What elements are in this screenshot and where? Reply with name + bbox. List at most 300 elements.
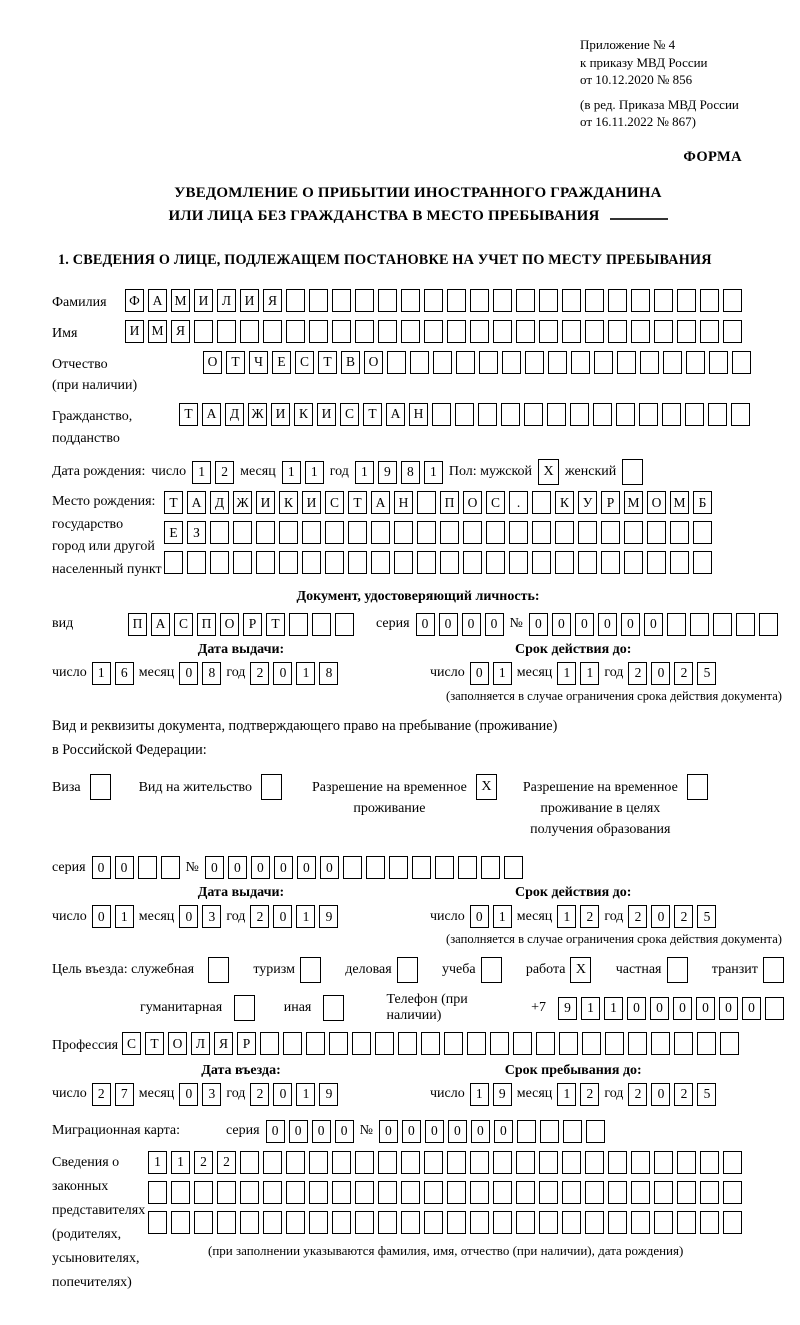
- char-cell[interactable]: А: [371, 491, 390, 514]
- char-cell[interactable]: [309, 1151, 328, 1174]
- char-cell[interactable]: [654, 1151, 673, 1174]
- char-cell[interactable]: [210, 551, 229, 574]
- char-cell[interactable]: [412, 856, 431, 879]
- char-cell[interactable]: [332, 1211, 351, 1234]
- char-cell[interactable]: 0: [651, 662, 670, 685]
- char-cell[interactable]: В: [341, 351, 360, 374]
- residence-checkbox[interactable]: [261, 774, 282, 800]
- char-cell[interactable]: Д: [225, 403, 244, 426]
- char-cell[interactable]: [260, 1032, 279, 1055]
- char-cell[interactable]: 0: [273, 662, 292, 685]
- char-cell[interactable]: [516, 1211, 535, 1234]
- char-cell[interactable]: [617, 351, 636, 374]
- char-cell[interactable]: [410, 351, 429, 374]
- char-cell[interactable]: 1: [192, 461, 211, 484]
- char-cell[interactable]: [286, 1151, 305, 1174]
- char-cell[interactable]: [562, 1151, 581, 1174]
- edu-permit-checkbox[interactable]: [687, 774, 708, 800]
- char-cell[interactable]: 3: [202, 1083, 221, 1106]
- char-cell[interactable]: 0: [273, 905, 292, 928]
- purpose-business-checkbox[interactable]: [397, 957, 418, 983]
- char-cell[interactable]: [759, 613, 778, 636]
- char-cell[interactable]: [421, 1032, 440, 1055]
- char-cell[interactable]: 1: [148, 1151, 167, 1174]
- char-cell[interactable]: [286, 320, 305, 343]
- char-cell[interactable]: [593, 403, 612, 426]
- char-cell[interactable]: 2: [215, 461, 234, 484]
- char-cell[interactable]: [562, 320, 581, 343]
- char-cell[interactable]: [605, 1032, 624, 1055]
- char-cell[interactable]: [435, 856, 454, 879]
- char-cell[interactable]: [217, 1181, 236, 1204]
- char-cell[interactable]: [325, 551, 344, 574]
- char-cell[interactable]: [233, 521, 252, 544]
- char-cell[interactable]: [709, 351, 728, 374]
- char-cell[interactable]: [578, 551, 597, 574]
- char-cell[interactable]: [417, 551, 436, 574]
- char-cell[interactable]: [486, 521, 505, 544]
- char-cell[interactable]: [470, 1211, 489, 1234]
- char-cell[interactable]: 0: [205, 856, 224, 879]
- char-cell[interactable]: О: [220, 613, 239, 636]
- char-cell[interactable]: Р: [237, 1032, 256, 1055]
- char-cell[interactable]: [631, 1211, 650, 1234]
- char-cell[interactable]: 0: [115, 856, 134, 879]
- char-cell[interactable]: [217, 320, 236, 343]
- char-cell[interactable]: [171, 1181, 190, 1204]
- char-cell[interactable]: 2: [217, 1151, 236, 1174]
- char-cell[interactable]: [674, 1032, 693, 1055]
- char-cell[interactable]: [670, 521, 689, 544]
- char-cell[interactable]: 0: [696, 997, 715, 1020]
- char-cell[interactable]: [547, 403, 566, 426]
- char-cell[interactable]: [493, 320, 512, 343]
- char-cell[interactable]: О: [168, 1032, 187, 1055]
- char-cell[interactable]: Т: [226, 351, 245, 374]
- char-cell[interactable]: [540, 1120, 559, 1143]
- char-cell[interactable]: Е: [272, 351, 291, 374]
- char-cell[interactable]: 0: [627, 997, 646, 1020]
- char-cell[interactable]: [723, 1181, 742, 1204]
- char-cell[interactable]: [467, 1032, 486, 1055]
- char-cell[interactable]: 1: [493, 662, 512, 685]
- char-cell[interactable]: [555, 551, 574, 574]
- char-cell[interactable]: [685, 403, 704, 426]
- char-cell[interactable]: 2: [580, 905, 599, 928]
- char-cell[interactable]: Л: [217, 289, 236, 312]
- char-cell[interactable]: [289, 613, 308, 636]
- char-cell[interactable]: [624, 521, 643, 544]
- char-cell[interactable]: И: [125, 320, 144, 343]
- char-cell[interactable]: [378, 289, 397, 312]
- char-cell[interactable]: 5: [697, 905, 716, 928]
- char-cell[interactable]: [378, 1151, 397, 1174]
- char-cell[interactable]: [302, 551, 321, 574]
- char-cell[interactable]: [563, 1120, 582, 1143]
- char-cell[interactable]: 0: [273, 1083, 292, 1106]
- char-cell[interactable]: П: [128, 613, 147, 636]
- char-cell[interactable]: 0: [552, 613, 571, 636]
- char-cell[interactable]: [447, 1211, 466, 1234]
- char-cell[interactable]: [631, 1181, 650, 1204]
- char-cell[interactable]: [240, 1151, 259, 1174]
- char-cell[interactable]: [187, 551, 206, 574]
- char-cell[interactable]: [240, 1211, 259, 1234]
- char-cell[interactable]: [723, 320, 742, 343]
- char-cell[interactable]: [263, 320, 282, 343]
- purpose-tourism-checkbox[interactable]: [300, 957, 321, 983]
- char-cell[interactable]: [713, 613, 732, 636]
- char-cell[interactable]: [509, 521, 528, 544]
- char-cell[interactable]: [444, 1032, 463, 1055]
- char-cell[interactable]: Б: [693, 491, 712, 514]
- char-cell[interactable]: [171, 1211, 190, 1234]
- char-cell[interactable]: [513, 1032, 532, 1055]
- char-cell[interactable]: [490, 1032, 509, 1055]
- char-cell[interactable]: [539, 1181, 558, 1204]
- char-cell[interactable]: [486, 551, 505, 574]
- char-cell[interactable]: [555, 521, 574, 544]
- char-cell[interactable]: 0: [439, 613, 458, 636]
- char-cell[interactable]: Т: [145, 1032, 164, 1055]
- char-cell[interactable]: Ж: [233, 491, 252, 514]
- char-cell[interactable]: 0: [289, 1120, 308, 1143]
- purpose-work-checkbox[interactable]: X: [570, 957, 591, 983]
- char-cell[interactable]: [493, 1211, 512, 1234]
- char-cell[interactable]: [302, 521, 321, 544]
- char-cell[interactable]: [516, 289, 535, 312]
- char-cell[interactable]: [493, 289, 512, 312]
- char-cell[interactable]: И: [317, 403, 336, 426]
- char-cell[interactable]: [355, 1151, 374, 1174]
- char-cell[interactable]: 0: [320, 856, 339, 879]
- char-cell[interactable]: [693, 521, 712, 544]
- char-cell[interactable]: 0: [416, 613, 435, 636]
- char-cell[interactable]: А: [202, 403, 221, 426]
- char-cell[interactable]: П: [197, 613, 216, 636]
- char-cell[interactable]: У: [578, 491, 597, 514]
- char-cell[interactable]: [608, 289, 627, 312]
- char-cell[interactable]: [765, 997, 784, 1020]
- char-cell[interactable]: 0: [92, 905, 111, 928]
- char-cell[interactable]: М: [148, 320, 167, 343]
- char-cell[interactable]: [532, 521, 551, 544]
- char-cell[interactable]: [654, 289, 673, 312]
- char-cell[interactable]: [424, 289, 443, 312]
- char-cell[interactable]: [700, 289, 719, 312]
- char-cell[interactable]: 0: [312, 1120, 331, 1143]
- char-cell[interactable]: [447, 1151, 466, 1174]
- char-cell[interactable]: [562, 1181, 581, 1204]
- char-cell[interactable]: [194, 320, 213, 343]
- char-cell[interactable]: 0: [251, 856, 270, 879]
- char-cell[interactable]: [332, 1181, 351, 1204]
- char-cell[interactable]: [516, 320, 535, 343]
- char-cell[interactable]: [194, 1181, 213, 1204]
- char-cell[interactable]: 0: [644, 613, 663, 636]
- char-cell[interactable]: [240, 1181, 259, 1204]
- char-cell[interactable]: [263, 1181, 282, 1204]
- char-cell[interactable]: [536, 1032, 555, 1055]
- char-cell[interactable]: Н: [394, 491, 413, 514]
- char-cell[interactable]: [677, 320, 696, 343]
- char-cell[interactable]: [493, 1151, 512, 1174]
- char-cell[interactable]: [387, 351, 406, 374]
- char-cell[interactable]: [256, 521, 275, 544]
- char-cell[interactable]: [502, 351, 521, 374]
- char-cell[interactable]: [355, 1181, 374, 1204]
- char-cell[interactable]: [732, 351, 751, 374]
- char-cell[interactable]: 9: [558, 997, 577, 1020]
- char-cell[interactable]: [509, 551, 528, 574]
- char-cell[interactable]: [539, 1151, 558, 1174]
- char-cell[interactable]: [708, 403, 727, 426]
- char-cell[interactable]: 2: [628, 662, 647, 685]
- char-cell[interactable]: [463, 521, 482, 544]
- char-cell[interactable]: Я: [214, 1032, 233, 1055]
- char-cell[interactable]: 5: [697, 1083, 716, 1106]
- char-cell[interactable]: 1: [581, 997, 600, 1020]
- char-cell[interactable]: 1: [557, 662, 576, 685]
- char-cell[interactable]: [394, 551, 413, 574]
- char-cell[interactable]: [401, 1181, 420, 1204]
- char-cell[interactable]: Т: [348, 491, 367, 514]
- char-cell[interactable]: 1: [282, 461, 301, 484]
- char-cell[interactable]: 2: [628, 905, 647, 928]
- char-cell[interactable]: 1: [604, 997, 623, 1020]
- char-cell[interactable]: [690, 613, 709, 636]
- char-cell[interactable]: А: [148, 289, 167, 312]
- char-cell[interactable]: [470, 320, 489, 343]
- char-cell[interactable]: [401, 1211, 420, 1234]
- char-cell[interactable]: Т: [318, 351, 337, 374]
- char-cell[interactable]: [481, 856, 500, 879]
- char-cell[interactable]: [608, 1181, 627, 1204]
- char-cell[interactable]: [424, 320, 443, 343]
- char-cell[interactable]: [677, 1151, 696, 1174]
- char-cell[interactable]: 2: [674, 1083, 693, 1106]
- char-cell[interactable]: Т: [363, 403, 382, 426]
- char-cell[interactable]: 1: [296, 662, 315, 685]
- char-cell[interactable]: [329, 1032, 348, 1055]
- char-cell[interactable]: [375, 1032, 394, 1055]
- char-cell[interactable]: [148, 1211, 167, 1234]
- char-cell[interactable]: Ч: [249, 351, 268, 374]
- char-cell[interactable]: Р: [601, 491, 620, 514]
- purpose-study-checkbox[interactable]: [481, 957, 502, 983]
- char-cell[interactable]: 1: [493, 905, 512, 928]
- char-cell[interactable]: [525, 351, 544, 374]
- char-cell[interactable]: П: [440, 491, 459, 514]
- char-cell[interactable]: [478, 403, 497, 426]
- char-cell[interactable]: 8: [319, 662, 338, 685]
- char-cell[interactable]: [306, 1032, 325, 1055]
- char-cell[interactable]: 0: [462, 613, 481, 636]
- char-cell[interactable]: 6: [115, 662, 134, 685]
- char-cell[interactable]: [663, 351, 682, 374]
- char-cell[interactable]: [585, 320, 604, 343]
- char-cell[interactable]: 2: [250, 1083, 269, 1106]
- char-cell[interactable]: [279, 521, 298, 544]
- char-cell[interactable]: 0: [719, 997, 738, 1020]
- char-cell[interactable]: [312, 613, 331, 636]
- char-cell[interactable]: [309, 289, 328, 312]
- char-cell[interactable]: [524, 403, 543, 426]
- char-cell[interactable]: [624, 551, 643, 574]
- char-cell[interactable]: 0: [179, 662, 198, 685]
- char-cell[interactable]: [686, 351, 705, 374]
- char-cell[interactable]: 0: [425, 1120, 444, 1143]
- char-cell[interactable]: [532, 491, 551, 514]
- char-cell[interactable]: 0: [448, 1120, 467, 1143]
- char-cell[interactable]: А: [386, 403, 405, 426]
- char-cell[interactable]: 0: [297, 856, 316, 879]
- char-cell[interactable]: 0: [470, 662, 489, 685]
- char-cell[interactable]: [394, 521, 413, 544]
- char-cell[interactable]: [736, 613, 755, 636]
- char-cell[interactable]: [562, 289, 581, 312]
- char-cell[interactable]: [700, 1181, 719, 1204]
- char-cell[interactable]: [447, 320, 466, 343]
- char-cell[interactable]: [417, 491, 436, 514]
- char-cell[interactable]: 1: [424, 461, 443, 484]
- char-cell[interactable]: [286, 1181, 305, 1204]
- char-cell[interactable]: 0: [485, 613, 504, 636]
- char-cell[interactable]: [398, 1032, 417, 1055]
- char-cell[interactable]: [667, 613, 686, 636]
- char-cell[interactable]: И: [194, 289, 213, 312]
- char-cell[interactable]: [662, 403, 681, 426]
- char-cell[interactable]: 0: [228, 856, 247, 879]
- char-cell[interactable]: [562, 1211, 581, 1234]
- char-cell[interactable]: [378, 1211, 397, 1234]
- char-cell[interactable]: [325, 521, 344, 544]
- char-cell[interactable]: [585, 1211, 604, 1234]
- char-cell[interactable]: 1: [296, 905, 315, 928]
- char-cell[interactable]: [463, 551, 482, 574]
- visa-checkbox[interactable]: [90, 774, 111, 800]
- char-cell[interactable]: [279, 551, 298, 574]
- char-cell[interactable]: С: [325, 491, 344, 514]
- char-cell[interactable]: 2: [194, 1151, 213, 1174]
- char-cell[interactable]: [585, 1151, 604, 1174]
- char-cell[interactable]: 1: [557, 905, 576, 928]
- char-cell[interactable]: [161, 856, 180, 879]
- purpose-transit-checkbox[interactable]: [763, 957, 784, 983]
- char-cell[interactable]: [348, 551, 367, 574]
- char-cell[interactable]: [164, 551, 183, 574]
- char-cell[interactable]: С: [340, 403, 359, 426]
- char-cell[interactable]: [148, 1181, 167, 1204]
- char-cell[interactable]: [639, 403, 658, 426]
- char-cell[interactable]: [677, 1181, 696, 1204]
- char-cell[interactable]: 8: [401, 461, 420, 484]
- char-cell[interactable]: К: [294, 403, 313, 426]
- char-cell[interactable]: [677, 1211, 696, 1234]
- char-cell[interactable]: 1: [557, 1083, 576, 1106]
- char-cell[interactable]: [517, 1120, 536, 1143]
- char-cell[interactable]: И: [271, 403, 290, 426]
- char-cell[interactable]: [516, 1181, 535, 1204]
- char-cell[interactable]: [516, 1151, 535, 1174]
- char-cell[interactable]: [355, 289, 374, 312]
- char-cell[interactable]: [571, 351, 590, 374]
- sex-male-checkbox[interactable]: X: [538, 459, 559, 485]
- char-cell[interactable]: 1: [171, 1151, 190, 1174]
- char-cell[interactable]: [700, 1211, 719, 1234]
- char-cell[interactable]: [401, 320, 420, 343]
- char-cell[interactable]: [389, 856, 408, 879]
- char-cell[interactable]: 0: [529, 613, 548, 636]
- char-cell[interactable]: [654, 1211, 673, 1234]
- char-cell[interactable]: Ж: [248, 403, 267, 426]
- char-cell[interactable]: [585, 289, 604, 312]
- char-cell[interactable]: [283, 1032, 302, 1055]
- char-cell[interactable]: [401, 1151, 420, 1174]
- char-cell[interactable]: [504, 856, 523, 879]
- char-cell[interactable]: [424, 1151, 443, 1174]
- char-cell[interactable]: 2: [250, 905, 269, 928]
- char-cell[interactable]: [677, 289, 696, 312]
- char-cell[interactable]: [355, 320, 374, 343]
- char-cell[interactable]: [697, 1032, 716, 1055]
- purpose-other-checkbox[interactable]: [323, 995, 344, 1021]
- char-cell[interactable]: 1: [580, 662, 599, 685]
- char-cell[interactable]: 0: [651, 905, 670, 928]
- char-cell[interactable]: М: [624, 491, 643, 514]
- temp-permit-checkbox[interactable]: X: [476, 774, 497, 800]
- char-cell[interactable]: [456, 351, 475, 374]
- char-cell[interactable]: [240, 320, 259, 343]
- char-cell[interactable]: [447, 1181, 466, 1204]
- char-cell[interactable]: [731, 403, 750, 426]
- char-cell[interactable]: [548, 351, 567, 374]
- char-cell[interactable]: [608, 1211, 627, 1234]
- char-cell[interactable]: [433, 351, 452, 374]
- char-cell[interactable]: [586, 1120, 605, 1143]
- char-cell[interactable]: З: [187, 521, 206, 544]
- purpose-humanitarian-checkbox[interactable]: [234, 995, 255, 1021]
- char-cell[interactable]: [335, 613, 354, 636]
- char-cell[interactable]: [286, 289, 305, 312]
- char-cell[interactable]: 0: [673, 997, 692, 1020]
- char-cell[interactable]: 2: [674, 662, 693, 685]
- char-cell[interactable]: 1: [296, 1083, 315, 1106]
- char-cell[interactable]: 9: [319, 1083, 338, 1106]
- char-cell[interactable]: 0: [494, 1120, 513, 1143]
- char-cell[interactable]: [371, 551, 390, 574]
- char-cell[interactable]: И: [302, 491, 321, 514]
- char-cell[interactable]: 1: [305, 461, 324, 484]
- char-cell[interactable]: [616, 403, 635, 426]
- char-cell[interactable]: [286, 1211, 305, 1234]
- char-cell[interactable]: [720, 1032, 739, 1055]
- char-cell[interactable]: [371, 521, 390, 544]
- char-cell[interactable]: 0: [179, 905, 198, 928]
- char-cell[interactable]: 7: [115, 1083, 134, 1106]
- char-cell[interactable]: Т: [164, 491, 183, 514]
- char-cell[interactable]: 5: [697, 662, 716, 685]
- char-cell[interactable]: А: [187, 491, 206, 514]
- char-cell[interactable]: 0: [471, 1120, 490, 1143]
- char-cell[interactable]: [332, 289, 351, 312]
- char-cell[interactable]: [723, 1211, 742, 1234]
- char-cell[interactable]: [432, 403, 451, 426]
- char-cell[interactable]: 2: [92, 1083, 111, 1106]
- char-cell[interactable]: [378, 320, 397, 343]
- char-cell[interactable]: И: [256, 491, 275, 514]
- char-cell[interactable]: 8: [202, 662, 221, 685]
